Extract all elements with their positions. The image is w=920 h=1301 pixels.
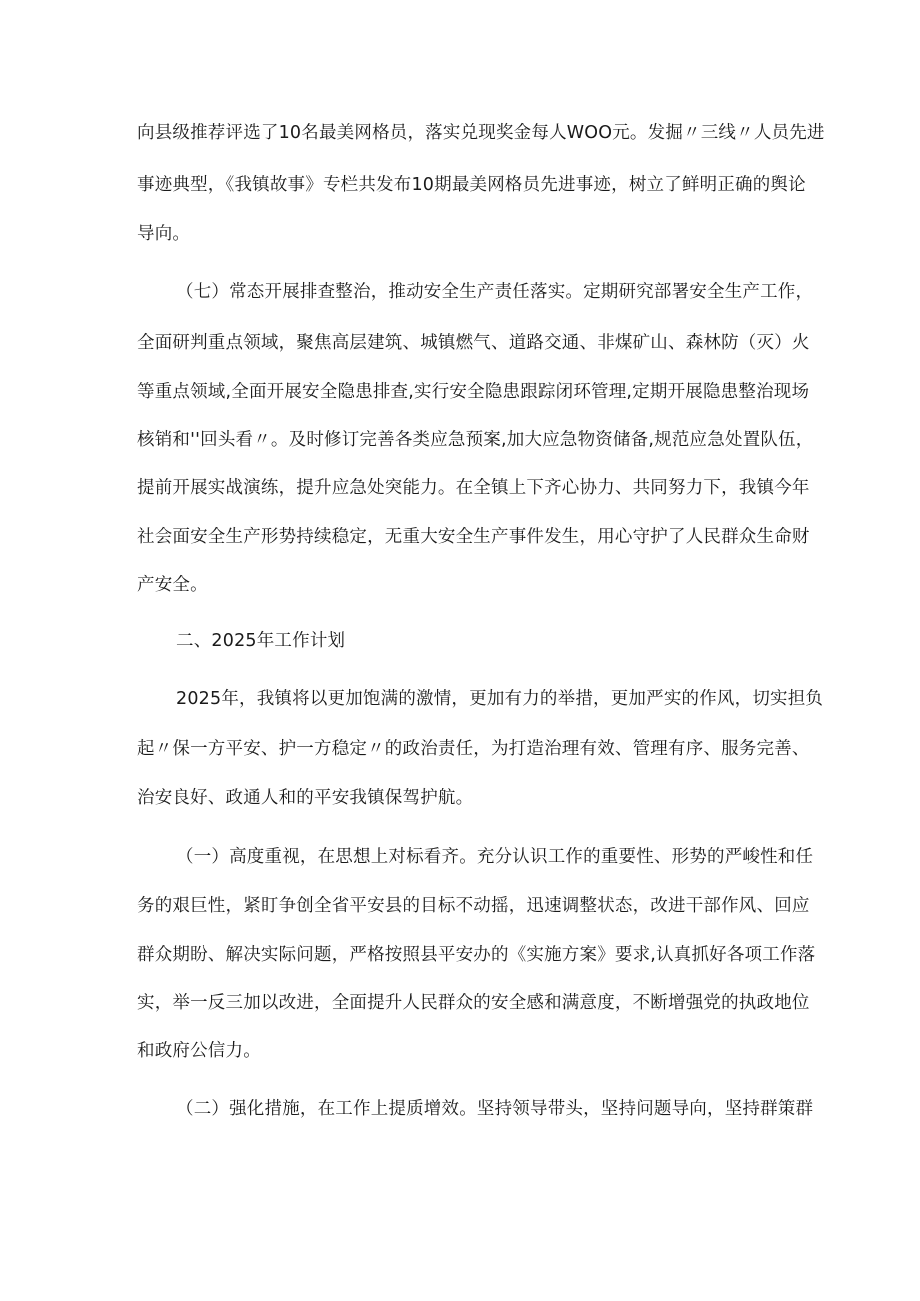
text-line: （七）常态开展排查整治，推动安全生产责任落实。定期研究部署安全生产工作， [176, 282, 814, 302]
text-line: 社会面安全生产形势持续稳定，无重大安全生产事件发生，用心守护了人民群众生命财 [137, 527, 810, 547]
text-line: 等重点领域,全面开展安全隐患排查,实行安全隐患跟踪闭环管理,定期开展隐患整治现场 [137, 382, 810, 402]
text-line: 全面研判重点领域，聚焦高层建筑、城镇燃气、道路交通、非煤矿山、森林防（灭）火 [137, 333, 810, 353]
text-line: 和政府公信力。 [137, 1041, 261, 1061]
text-line: 群众期盼、解决实际问题，严格按照县平安办的《实施方案》要求,认真抓好各项工作落 [137, 945, 816, 965]
text-line: 务的艰巨性，紧盯争创全省平安县的目标不动摇，迅速调整状态，改进干部作风、回应 [137, 896, 810, 916]
text-line: 导向。 [137, 224, 191, 244]
text-line: 核销和''回头看〃。及时修订完善各类应急预案,加大应急物资储备,规范应急处置队伍， [137, 430, 814, 450]
text-line: 向县级推荐评选了10名最美网格员，落实兑现奖金每人WOO元。发掘〃三线〃人员先进 [137, 123, 825, 143]
text-line: 起〃保一方平安、护一方稳定〃的政治责任，为打造治理有效、管理有序、服务完善、 [137, 739, 810, 759]
text-line: 提前开展实战演练，提升应急处突能力。在全镇上下齐心协力、共同努力下，我镇今年 [137, 478, 810, 498]
text-line: 实，举一反三加以改进，全面提升人民群众的安全感和满意度，不断增强党的执政地位 [137, 993, 810, 1013]
text-line: 产安全。 [137, 575, 208, 595]
text-line: 2025年，我镇将以更加饱满的激情，更加有力的举措，更加严实的作风，切实担负 [176, 689, 824, 709]
text-line: 事迹典型，《我镇故事》专栏共发布10期最美网格员先进事迹，树立了鲜明正确的舆论 [137, 175, 806, 195]
text-line: （二）强化措施，在工作上提质增效。坚持领导带头，坚持问题导向，坚持群策群 [176, 1099, 814, 1119]
text-line: 治安良好、政通人和的平安我镇保驾护航。 [137, 788, 474, 808]
text-line: （一）高度重视，在思想上对标看齐。充分认识工作的重要性、形势的严峻性和任 [176, 847, 814, 867]
section-title: 二、2025年工作计划 [176, 631, 346, 651]
